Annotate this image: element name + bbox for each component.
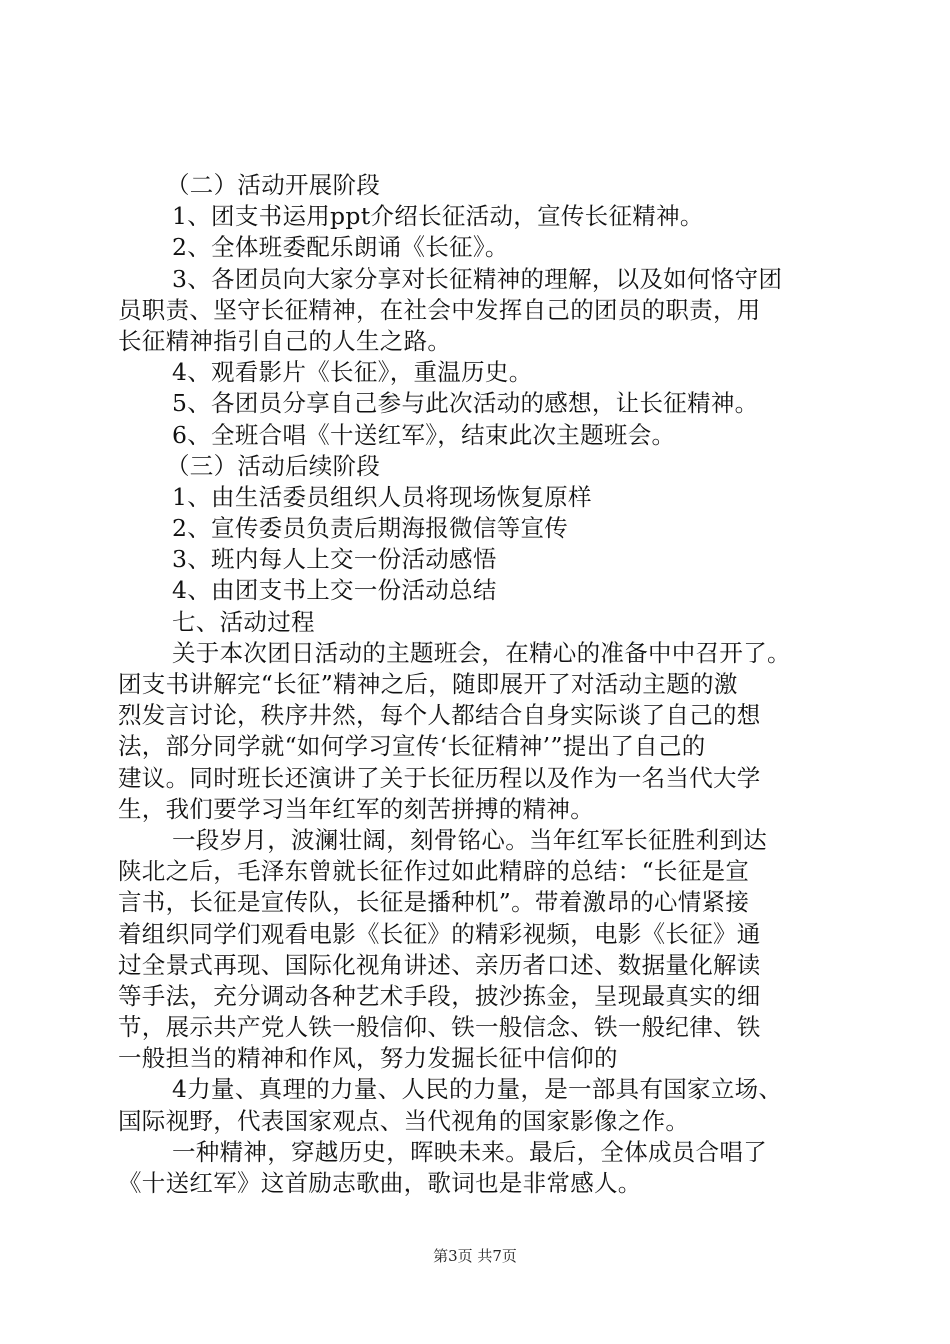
paragraph-line: 一种精神，穿越历史，晖映未来。最后，全体成员合唱了: [172, 1137, 767, 1166]
list-item: 3、班内每人上交一份活动感悟: [172, 545, 497, 574]
list-item: 2、全体班委配乐朗诵《长征》。: [172, 233, 509, 262]
section-heading: 七、活动过程: [172, 607, 315, 636]
list-item: 5、各团员分享自己参与此次活动的感想，让长征精神。: [172, 389, 759, 418]
paragraph-line: 等手法，充分调动各种艺术手段，披沙拣金，呈现最真实的细: [118, 981, 761, 1010]
paragraph-line: 《十送红军》这首励志歌曲，歌词也是非常感人。: [118, 1169, 642, 1197]
section-heading: （二）活动开展阶段: [166, 171, 381, 199]
document-body: [118, 170, 830, 1199]
list-item: 4、由团支书上交一份活动总结: [172, 576, 497, 605]
section-heading: （三）活动后续阶段: [166, 451, 381, 480]
paragraph-line: 关于本次团日活动的主题班会，在精心的准备中中召开了。: [172, 638, 791, 667]
text-line: 员职责、坚守长征精神，在社会中发挥自己的团员的职责，用: [118, 295, 761, 324]
list-item: 3、各团员向大家分享对长征精神的理解，以及如何恪守团: [172, 264, 783, 293]
paragraph-line: 国际视野，代表国家观点、当代视角的国家影像之作。: [118, 1106, 690, 1135]
paragraph-line: 一段岁月，波澜壮阔，刻骨铭心。当年红军长征胜利到达: [172, 825, 767, 854]
list-item: 1、由生活委员组织人员将现场恢复原样: [172, 482, 592, 511]
paragraph-line: 陕北之后，毛泽东曾就长征作过如此精辟的总结：“长征是宣: [118, 857, 750, 886]
paragraph-line: 言书，长征是宣传队，长征是播种机”。带着激昂的心情紧接: [118, 888, 750, 917]
paragraph-line: 法，部分同学就“如何学习宣传‘长征精神’”提出了自己的: [118, 732, 706, 761]
paragraph-line: 建议。同时班长还演讲了关于长征历程以及作为一名当代大学: [118, 763, 761, 792]
list-item: 4、观看影片《长征》，重温历史。: [172, 358, 533, 387]
paragraph-line: 一般担当的精神和作风，努力发掘长征中信仰的: [118, 1044, 618, 1073]
page-number: 第3页 共7页: [433, 1247, 517, 1265]
text-line: 长征精神指引自己的人生之路。: [118, 326, 452, 355]
paragraph-line: 4力量、真理的力量、人民的力量，是一部具有国家立场、: [172, 1075, 783, 1104]
paragraph-line: 团支书讲解完“长征”精神之后，随即展开了对活动主题的激: [118, 670, 738, 698]
list-item: 2、宣传委员负责后期海报微信等宣传: [172, 514, 569, 543]
paragraph-line: 生，我们要学习当年红军的刻苦拼搏的精神。: [118, 794, 594, 823]
paragraph-line: 节，展示共产党人铁一般信仰、铁一般信念、铁一般纪律、铁: [118, 1013, 761, 1042]
paragraph-line: 过全景式再现、国际化视角讲述、亲历者口述、数据量化解读: [118, 950, 761, 979]
list-item: 1、团支书运用ppt介绍长征活动，宣传长征精神。: [172, 202, 704, 231]
list-item: 6、全班合唱《十送红军》，结束此次主题班会。: [172, 420, 676, 449]
paragraph-line: 着组织同学们观看电影《长征》的精彩视频，电影《长征》通: [118, 919, 761, 948]
paragraph-line: 烈发言讨论，秩序井然，每个人都结合自身实际谈了自己的想: [118, 701, 761, 730]
